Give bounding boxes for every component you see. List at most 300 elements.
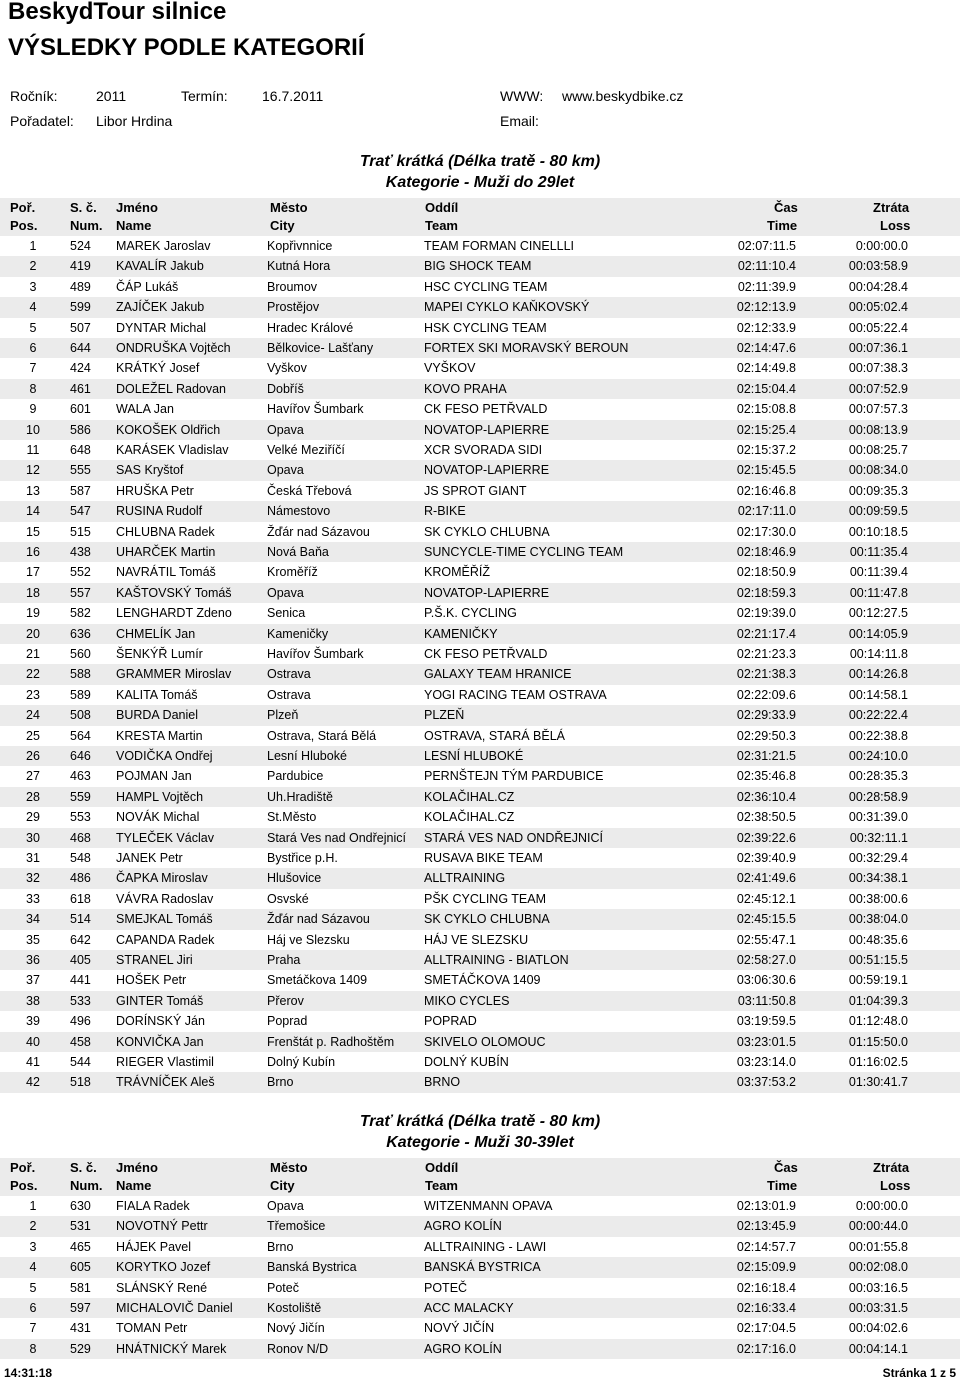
cell-loss: 00:32:29.4	[848, 851, 908, 865]
cell-city: Pardubice	[267, 769, 324, 784]
cell-pos: 2	[29, 1219, 37, 1234]
cell-team: JS SPROT GIANT	[424, 483, 527, 498]
cell-name: MICHALOVIČ Daniel	[116, 1301, 233, 1315]
cell-city: Kroměříž	[267, 565, 318, 580]
cell-city: Dobříš	[267, 381, 304, 396]
cell-name: RUSINA Rudolf	[116, 504, 203, 519]
cell-time: 02:21:23.3	[736, 647, 796, 661]
cell-name: SMEJKAL Tomáš	[116, 912, 213, 927]
cell-num: 461	[70, 381, 91, 396]
cell-loss: 01:04:39.3	[848, 993, 908, 1008]
www-value[interactable]: www.beskydbike.cz	[562, 88, 684, 104]
cell-city: Lesní Hluboké	[267, 749, 347, 763]
col-loss: Ztráta	[873, 200, 910, 215]
cell-num: 465	[70, 1239, 91, 1254]
cell-team: HÁJ VE SLEZSKU	[424, 932, 529, 947]
cell-team: MAPEI CYKLO KAŇKOVSKÝ	[424, 300, 590, 315]
cell-team: NOVATOP-LAPIERRE	[424, 422, 550, 437]
cell-pos: 2	[29, 259, 37, 274]
cell-team: LESNÍ HLUBOKÉ	[424, 749, 524, 763]
cell-name: KORYTKO Jozef	[116, 1260, 211, 1275]
cell-city: Poprad	[267, 1014, 308, 1029]
cell-time: 02:39:22.6	[736, 830, 796, 845]
cell-name: TOMAN Petr	[116, 1321, 188, 1336]
poradatel-value: Libor Hrdina	[96, 113, 173, 129]
table-row	[0, 1052, 960, 1072]
table-row	[0, 664, 960, 684]
cell-name: DYNTAR Michal	[116, 320, 207, 335]
cell-pos: 34	[26, 912, 40, 927]
cell-pos: 39	[26, 1014, 40, 1029]
cell-name: NOVOTNÝ Pettr	[116, 1219, 208, 1234]
table-header	[0, 198, 960, 236]
cell-pos: 8	[29, 381, 37, 396]
cell-city: Opava	[267, 463, 304, 478]
cell-city: Havířov Šumbark	[267, 647, 364, 661]
cell-name: KAVALÍR Jakub	[116, 259, 204, 274]
cell-name: ČAPKA Miroslav	[116, 871, 208, 886]
cell-team: R-BIKE	[424, 504, 466, 519]
table-row	[0, 501, 960, 521]
cell-name: KRESTA Martin	[116, 728, 203, 743]
cell-time: 02:18:50.9	[736, 565, 796, 580]
cell-pos: 12	[26, 463, 40, 478]
cell-num: 463	[70, 769, 91, 784]
cell-pos: 17	[26, 565, 40, 580]
cell-loss: 00:01:55.8	[848, 1239, 908, 1254]
cell-num: 599	[70, 300, 91, 315]
cell-loss: 00:59:19.1	[848, 973, 908, 988]
cell-time: 02:29:33.9	[736, 708, 796, 723]
cell-num: 533	[70, 993, 91, 1008]
cell-loss: 00:03:31.5	[848, 1301, 908, 1315]
cell-time: 02:07:11.5	[737, 239, 796, 253]
cell-name: TRÁVNÍČEK Aleš	[116, 1075, 215, 1090]
cell-pos: 1	[29, 1199, 37, 1213]
col-team: Oddíl	[425, 200, 459, 215]
cell-city: Prostějov	[267, 300, 320, 315]
cell-team: DOLNÝ KUBÍN	[424, 1055, 509, 1069]
cell-city: Žďár nad Sázavou	[267, 524, 370, 539]
cell-loss: 00:12:27.5	[848, 606, 908, 621]
cell-time: 02:58:27.0	[736, 953, 796, 967]
cell-name: CHMELÍK Jan	[116, 626, 196, 641]
cell-pos: 7	[29, 361, 37, 376]
cell-num: 564	[70, 728, 91, 743]
cell-time: 02:11:39.9	[737, 279, 796, 294]
cell-team: HSC CYCLING TEAM	[424, 279, 548, 294]
cell-team: SKIVELO OLOMOUC	[424, 1034, 546, 1049]
cell-num: 548	[70, 851, 91, 865]
cell-team: PLZEŇ	[424, 708, 465, 723]
cell-name: HRUŠKA Petr	[116, 483, 194, 498]
cell-loss: 00:14:11.8	[849, 647, 908, 661]
cell-team: BANSKÁ BYSTRICA	[424, 1260, 541, 1275]
table-row	[0, 1237, 960, 1257]
cell-loss: 00:11:47.8	[849, 585, 908, 600]
cell-num: 588	[70, 667, 91, 682]
cell-num: 518	[70, 1075, 91, 1090]
cell-city: Kutná Hora	[267, 259, 331, 274]
cell-num: 557	[70, 585, 91, 600]
table-row	[0, 807, 960, 827]
cell-team: KOLAČIHAL.CZ	[424, 810, 515, 825]
cell-team: MIKO CYCLES	[424, 993, 510, 1008]
cell-pos: 37	[26, 973, 40, 988]
cell-num: 648	[70, 443, 91, 457]
col-city: Město	[270, 1160, 308, 1175]
cell-loss: 00:00:44.0	[848, 1219, 908, 1234]
cell-city: Opava	[267, 422, 304, 437]
cell-city: St.Město	[267, 810, 317, 825]
cell-num: 646	[70, 749, 91, 763]
cell-team: NOVATOP-LAPIERRE	[424, 585, 550, 600]
cell-loss: 00:22:38.8	[848, 728, 908, 743]
cell-team: AGRO KOLÍN	[424, 1219, 502, 1234]
cell-name: CAPANDA Radek	[116, 932, 215, 947]
cell-pos: 36	[26, 953, 40, 967]
cell-time: 02:15:25.4	[736, 422, 796, 437]
cell-time: 02:14:49.8	[736, 361, 796, 376]
cell-team: POTEČ	[424, 1280, 468, 1295]
cell-time: 02:16:46.8	[736, 483, 796, 498]
cell-num: 438	[70, 545, 91, 559]
page-indicator: Stránka 1 z 5	[882, 1366, 956, 1380]
cell-name: NAVRÁTIL Tomáš	[116, 565, 216, 580]
cell-time: 02:17:30.0	[736, 524, 796, 539]
email-label: Email:	[500, 113, 539, 129]
section-2-track: Trať krátká (Délka tratě - 80 km)	[359, 1113, 601, 1130]
cell-name: GINTER Tomáš	[116, 993, 204, 1008]
cell-city: Uh.Hradiště	[267, 789, 333, 804]
cell-time: 02:18:46.9	[736, 545, 796, 559]
cell-name: DORÍNSKÝ Ján	[116, 1014, 205, 1029]
cell-team: KROMĚŘÍŽ	[424, 565, 490, 580]
cell-pos: 20	[26, 626, 40, 641]
cell-time: 02:15:09.9	[736, 1260, 796, 1275]
cell-pos: 4	[29, 300, 37, 315]
col-num: S. č.	[70, 1160, 97, 1175]
cell-time: 02:16:33.4	[736, 1301, 796, 1315]
cell-team: P.Š.K. CYCLING	[424, 606, 517, 621]
cell-city: Brno	[267, 1239, 294, 1254]
cell-num: 560	[70, 647, 91, 661]
cell-loss: 00:09:35.3	[848, 483, 908, 498]
section-1-track: Trať krátká (Délka tratě - 80 km)	[359, 153, 601, 170]
cell-time: 02:39:40.9	[736, 851, 796, 865]
print-time: 14:31:18	[4, 1366, 53, 1380]
cell-name: JANEK Petr	[116, 851, 183, 865]
cell-pos: 24	[26, 708, 40, 723]
cell-loss: 00:10:18.5	[848, 524, 908, 539]
cell-loss: 00:04:14.1	[848, 1341, 908, 1356]
table-row	[0, 277, 960, 297]
cell-num: 496	[70, 1014, 91, 1029]
table-row	[0, 481, 960, 501]
cell-num: 524	[70, 239, 91, 253]
cell-team: CK FESO PETŘVALD	[424, 402, 548, 417]
table-row	[0, 522, 960, 542]
cell-name: POJMAN Jan	[116, 769, 192, 784]
cell-num: 581	[70, 1280, 91, 1295]
termin-label: Termín:	[181, 88, 228, 104]
cell-time: 03:11:50.8	[737, 993, 796, 1008]
cell-num: 529	[70, 1341, 91, 1356]
cell-team: FORTEX SKI MORAVSKÝ BEROUN	[424, 341, 629, 355]
cell-city: Ronov N/D	[267, 1341, 329, 1356]
cell-num: 582	[70, 606, 91, 621]
table-row	[0, 970, 960, 990]
cell-pos: 22	[26, 667, 40, 682]
cell-time: 02:13:45.9	[736, 1219, 796, 1234]
col-pos: Poř.	[10, 1160, 36, 1175]
cell-loss: 00:51:15.5	[848, 953, 908, 967]
cell-pos: 6	[29, 1301, 37, 1315]
cell-time: 03:23:01.5	[736, 1034, 796, 1049]
cell-loss: 00:05:22.4	[848, 320, 908, 335]
cell-pos: 41	[26, 1055, 40, 1069]
table-row	[0, 991, 960, 1011]
cell-name: ZAJÍČEK Jakub	[116, 300, 205, 315]
cell-num: 559	[70, 789, 91, 804]
cell-city: Opava	[267, 585, 304, 600]
cell-name: SAS Kryštof	[116, 463, 184, 478]
cell-time: 02:13:01.9	[736, 1199, 796, 1213]
cell-pos: 42	[26, 1075, 40, 1090]
cell-team: BRNO	[424, 1075, 461, 1090]
cell-city: Hlušovice	[267, 871, 322, 886]
cell-team: RUSAVA BIKE TEAM	[424, 851, 543, 865]
col-name: Jméno	[116, 1160, 158, 1175]
cell-loss: 00:34:38.1	[848, 871, 908, 886]
cell-num: 636	[70, 626, 91, 641]
cell-pos: 3	[29, 1239, 37, 1254]
cell-team: AGRO KOLÍN	[424, 1341, 502, 1356]
cell-time: 02:31:21.5	[736, 749, 796, 763]
cell-loss: 00:05:02.4	[848, 300, 908, 315]
table-row	[0, 950, 960, 970]
cell-team: GALAXY TEAM HRANICE	[424, 667, 572, 682]
cell-city: Nový Jičín	[267, 1321, 325, 1336]
cell-loss: 00:08:25.7	[848, 443, 908, 457]
cell-num: 405	[70, 953, 91, 967]
col-time-en: Time	[767, 218, 798, 233]
cell-team: STARÁ VES NAD ONDŘEJNICÍ	[424, 830, 603, 845]
cell-pos: 7	[29, 1321, 37, 1336]
table-row	[0, 787, 960, 807]
table-row	[0, 1196, 960, 1216]
cell-time: 03:37:53.2	[736, 1075, 796, 1090]
cell-time: 02:15:37.2	[736, 443, 796, 457]
col-loss-en: Loss	[880, 1178, 911, 1193]
cell-num: 587	[70, 483, 91, 498]
cell-team: KAMENIČKY	[424, 626, 498, 641]
table-row	[0, 705, 960, 725]
cell-name: GRAMMER Miroslav	[116, 667, 232, 682]
cell-city: Stará Ves nad Ondřejnicí	[267, 830, 406, 845]
col-num-en: Num.	[70, 218, 103, 233]
cell-team: SK CYKLO CHLUBNA	[424, 524, 550, 539]
cell-city: Žďár nad Sázavou	[267, 912, 370, 927]
cell-city: Kameničky	[267, 626, 329, 641]
rocnik-label: Ročník:	[10, 88, 58, 104]
col-pos: Poř.	[10, 200, 36, 215]
cell-pos: 14	[26, 504, 40, 519]
cell-team: TEAM FORMAN CINELLLI	[424, 239, 575, 253]
cell-name: SLÁNSKÝ René	[116, 1280, 208, 1295]
cell-team: SUNCYCLE-TIME CYCLING TEAM	[424, 545, 624, 559]
cell-num: 419	[70, 259, 91, 274]
cell-pos: 30	[26, 830, 40, 845]
cell-num: 618	[70, 891, 91, 906]
cell-pos: 40	[26, 1034, 40, 1049]
cell-time: 02:55:47.1	[736, 932, 796, 947]
cell-name: LENGHARDT Zdeno	[116, 606, 232, 621]
cell-city: Brno	[267, 1075, 294, 1090]
cell-name: HÁJEK Pavel	[116, 1239, 192, 1254]
cell-city: Ostrava, Stará Bělá	[267, 728, 377, 743]
cell-name: KAŠTOVSKÝ Tomáš	[116, 585, 232, 600]
cell-name: DOLEŽEL Radovan	[116, 381, 227, 396]
cell-loss: 0:00:00.0	[855, 239, 908, 253]
cell-name: ONDRUŠKA Vojtěch	[116, 341, 231, 355]
cell-pos: 18	[26, 585, 40, 600]
cell-pos: 26	[26, 749, 40, 763]
cell-loss: 00:32:11.1	[849, 830, 908, 845]
cell-pos: 1	[29, 239, 37, 253]
cell-city: Námestovo	[267, 504, 331, 519]
cell-city: Velké Meziříčí	[267, 443, 345, 457]
cell-loss: 01:15:50.0	[848, 1034, 908, 1049]
cell-loss: 00:04:02.6	[848, 1321, 908, 1336]
cell-pos: 4	[29, 1260, 37, 1275]
cell-num: 644	[70, 341, 91, 355]
cell-city: Osvské	[267, 891, 309, 906]
cell-team: ALLTRAINING - BIATLON	[424, 953, 569, 967]
cell-loss: 00:22:22.4	[848, 708, 908, 723]
table-row	[0, 828, 960, 848]
cell-city: Bělkovice- Lašťany	[267, 341, 374, 355]
cell-loss: 00:07:57.3	[848, 402, 908, 417]
cell-name: RIEGER Vlastimil	[116, 1055, 214, 1069]
cell-num: 531	[70, 1219, 91, 1234]
event-title: BeskydTour silnice	[8, 0, 227, 25]
col-city-en: City	[270, 218, 295, 233]
cell-time: 02:17:11.0	[737, 504, 796, 519]
cell-loss: 00:28:58.9	[848, 789, 908, 804]
cell-pos: 16	[26, 545, 40, 559]
cell-name: ČÁP Lukáš	[116, 279, 179, 294]
cell-city: Opava	[267, 1199, 304, 1213]
col-name-en: Name	[116, 218, 152, 233]
cell-team: OSTRAVA, STARÁ BĚLÁ	[424, 728, 566, 743]
cell-city: Háj ve Slezsku	[267, 932, 350, 947]
cell-time: 02:11:10.4	[737, 259, 796, 274]
cell-name: HNÁTNICKÝ Marek	[116, 1341, 227, 1356]
table-row	[0, 440, 960, 460]
cell-team: ALLTRAINING - LAWI	[424, 1239, 547, 1254]
cell-name: STRANEL Jiri	[116, 953, 193, 967]
cell-name: KOKOŠEK Oldřich	[116, 422, 221, 437]
cell-time: 03:06:30.6	[736, 973, 796, 988]
table-row	[0, 420, 960, 440]
cell-num: 489	[70, 279, 91, 294]
cell-city: Frenštát p. Radhoštěm	[267, 1034, 395, 1049]
cell-team: SMETÁČKOVA 1409	[424, 973, 541, 988]
cell-time: 02:12:33.9	[736, 320, 796, 335]
table-row	[0, 1257, 960, 1277]
table-row	[0, 1298, 960, 1318]
col-num: S. č.	[70, 200, 97, 215]
cell-time: 02:41:49.6	[736, 871, 796, 886]
cell-city: Senica	[267, 606, 306, 621]
cell-loss: 00:11:35.4	[849, 545, 908, 559]
cell-name: HOŠEK Petr	[116, 973, 187, 988]
cell-time: 02:36:10.4	[736, 789, 796, 804]
section-1-category: Kategorie - Muži do 29let	[385, 174, 575, 191]
cell-pos: 5	[29, 1280, 37, 1295]
cell-team: CK FESO PETŘVALD	[424, 647, 548, 661]
cell-pos: 23	[26, 687, 40, 702]
col-pos-en: Pos.	[10, 218, 38, 233]
col-team: Oddíl	[425, 1160, 459, 1175]
table-header	[0, 1158, 960, 1196]
table-row	[0, 379, 960, 399]
cell-time: 02:12:13.9	[736, 300, 796, 315]
cell-name: KONVIČKA Jan	[116, 1034, 204, 1049]
cell-num: 547	[70, 504, 91, 519]
table-row	[0, 930, 960, 950]
cell-loss: 00:38:04.0	[848, 912, 908, 927]
cell-city: Ostrava	[267, 667, 311, 682]
col-name-en: Name	[116, 1178, 152, 1193]
cell-num: 555	[70, 463, 91, 478]
cell-loss: 00:28:35.3	[848, 769, 908, 784]
table-row	[0, 1339, 960, 1359]
cell-team: KOLAČIHAL.CZ	[424, 789, 515, 804]
cell-time: 02:15:04.4	[736, 381, 796, 396]
table-row	[0, 1032, 960, 1052]
cell-num: 515	[70, 524, 91, 539]
table-row	[0, 562, 960, 582]
cell-pos: 8	[29, 1341, 37, 1356]
cell-time: 02:17:04.5	[736, 1321, 796, 1336]
col-name: Jméno	[116, 200, 158, 215]
www-label: WWW:	[500, 88, 544, 104]
cell-num: 642	[70, 932, 91, 947]
cell-team: ACC MALACKY	[424, 1301, 514, 1315]
cell-num: 544	[70, 1055, 91, 1069]
cell-name: WALA Jan	[116, 402, 174, 417]
table-row	[0, 726, 960, 746]
cell-city: Přerov	[267, 993, 304, 1008]
table-row	[0, 1278, 960, 1298]
cell-team: NOVÝ JIČÍN	[424, 1321, 495, 1336]
cell-time: 02:19:39.0	[736, 606, 796, 621]
cell-loss: 00:07:38.3	[848, 361, 908, 376]
table-row	[0, 624, 960, 644]
cell-num: 458	[70, 1034, 91, 1049]
cell-pos: 5	[29, 320, 37, 335]
cell-name: NOVÁK Michal	[116, 810, 200, 825]
cell-pos: 35	[26, 932, 40, 947]
col-loss-en: Loss	[880, 218, 911, 233]
cell-pos: 19	[26, 606, 40, 621]
cell-num: 424	[70, 361, 91, 376]
table-row	[0, 583, 960, 603]
cell-city: Česká Třebová	[267, 483, 352, 498]
cell-time: 02:38:50.5	[736, 810, 796, 825]
